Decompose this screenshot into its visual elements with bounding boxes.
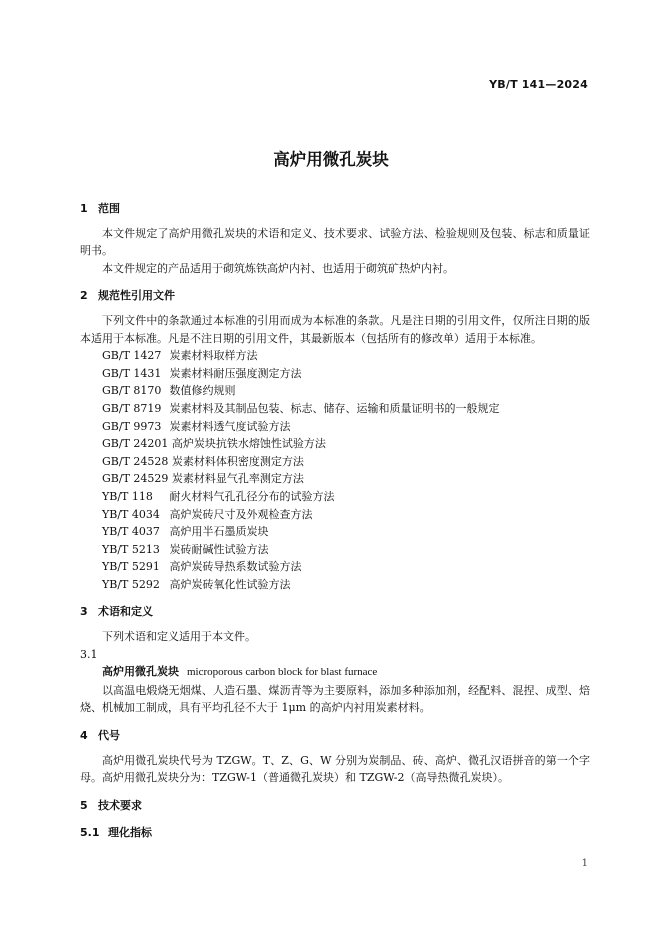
reference-item: [80, 453, 590, 471]
reference-title: 炭素材料显气孔率测定方法: [171, 472, 304, 486]
paragraph: 本文件规定的产品适用于砌筑炼铁高炉内衬、也适用于砌筑矿热炉内衬。: [102, 261, 454, 275]
reference-code: YB/T 4034: [102, 507, 160, 521]
reference-title: 炭素材料透气度试验方法: [169, 419, 291, 433]
reference-item: [80, 470, 590, 488]
section-title: 代号: [98, 729, 120, 743]
reference-title: 炭素材料取样方法: [169, 349, 258, 363]
section-heading: [80, 797, 590, 815]
reference-item: [80, 418, 590, 436]
section-terms-definitions: [80, 603, 590, 717]
section-normative-references: [80, 287, 590, 593]
reference-title: 高炉炭砖导热系数试验方法: [169, 560, 302, 574]
section-number: 4: [80, 729, 88, 743]
reference-title: 炭素材料耐压强度测定方法: [169, 366, 302, 380]
section-title: 技术要求: [98, 798, 142, 812]
standard-code: YB/T 141—2024: [489, 78, 588, 91]
paragraph: 高炉用微孔炭块代号为 TZGW。T、Z、G、W 分别为炭制品、砖、高炉、微孔汉语拼音的第一个字母。高炉用微孔炭块分为：TZGW-1（普通微孔炭块）和 TZGW-2（高导热微孔炭块）。: [80, 753, 590, 785]
reference-title: 炭素材料及其制品包装、标志、储存、运输和质量证明书的一般规定: [169, 401, 500, 415]
term-chinese: 高炉用微孔炭块: [102, 665, 179, 679]
reference-item: [80, 435, 590, 453]
reference-title: 高炉炭块抗铁水熔蚀性试验方法: [171, 437, 326, 451]
reference-title: 高炉用半石墨质炭块: [169, 525, 269, 539]
reference-code: YB/T 4037: [102, 525, 160, 539]
document-body: [80, 200, 590, 842]
section-title: 规范性引用文件: [98, 289, 175, 303]
reference-item: [80, 488, 590, 506]
section-scope: [80, 200, 590, 277]
reference-item: [80, 347, 590, 365]
section-title: 术语和定义: [98, 605, 153, 619]
reference-code: GB/T 1427: [102, 349, 162, 363]
term-definition: 以高温电煅烧无烟煤、人造石墨、煤沥青等为主要原料，添加多种添加剂，经配料、混捏、成型、焙烧、机械加工制成，具有平均孔径不大于 1μm 的高炉内衬用炭素材料。: [80, 683, 590, 715]
term-english: microporous carbon block for blast furnace: [187, 666, 378, 679]
reference-code: GB/T 8170: [102, 384, 162, 398]
reference-code: GB/T 24529: [102, 472, 169, 486]
subsection-heading: [80, 824, 590, 842]
section-number: 5: [80, 798, 88, 812]
section-number: 3: [80, 605, 88, 619]
section-heading: [80, 200, 590, 218]
section-heading: [80, 603, 590, 621]
reference-item: [80, 558, 590, 576]
reference-item: [80, 576, 590, 594]
reference-code: GB/T 8719: [102, 401, 162, 415]
reference-item: [80, 506, 590, 524]
reference-code: GB/T 9973: [102, 419, 162, 433]
document-title: 高炉用微孔炭块: [273, 150, 389, 169]
reference-title: 炭素材料体积密度测定方法: [171, 454, 304, 468]
subsection-number: 3.1: [80, 647, 98, 661]
subsection-title: 理化指标: [108, 826, 152, 840]
term-entry: [80, 663, 590, 682]
reference-code: GB/T 24201: [102, 437, 169, 451]
reference-code: YB/T 5292: [102, 577, 160, 591]
section-designation: [80, 727, 590, 787]
reference-code: YB/T 5291: [102, 560, 160, 574]
section-heading: [80, 287, 590, 305]
reference-item: [80, 365, 590, 383]
paragraph: 下列文件中的条款通过本标准的引用而成为本标准的条款。凡是注日期的引用文件，仅所注日期的版本适用于本标准。凡是不注日期的引用文件，其最新版本（包括所有的修改单）适用于本标准。: [80, 313, 590, 345]
reference-item: [80, 382, 590, 400]
section-number: 2: [80, 289, 88, 303]
paragraph: 下列术语和定义适用于本文件。: [102, 630, 256, 644]
page-number: 1: [581, 858, 588, 869]
section-technical-requirements: [80, 797, 590, 842]
reference-title: 耐火材料气孔孔径分布的试验方法: [169, 489, 335, 503]
section-title: 范围: [98, 202, 120, 215]
section-heading: [80, 727, 590, 745]
reference-item: [80, 541, 590, 559]
paragraph: 本文件规定了高炉用微孔炭块的术语和定义、技术要求、试验方法、检验规则及包装、标志和质量证明书。: [80, 226, 590, 258]
section-number: 1: [80, 202, 88, 215]
reference-list: [80, 347, 590, 593]
reference-title: 高炉炭砖氧化性试验方法: [169, 577, 291, 591]
reference-code: YB/T 118: [102, 489, 153, 503]
reference-title: 高炉炭砖尺寸及外观检查方法: [169, 507, 313, 521]
reference-code: GB/T 1431: [102, 366, 162, 380]
reference-code: GB/T 24528: [102, 454, 169, 468]
reference-item: [80, 400, 590, 418]
reference-title: 数值修约规则: [169, 384, 236, 398]
reference-item: [80, 523, 590, 541]
reference-code: YB/T 5213: [102, 542, 160, 556]
reference-title: 炭砖耐碱性试验方法: [169, 542, 269, 556]
subsection-number: 5.1: [80, 826, 100, 840]
